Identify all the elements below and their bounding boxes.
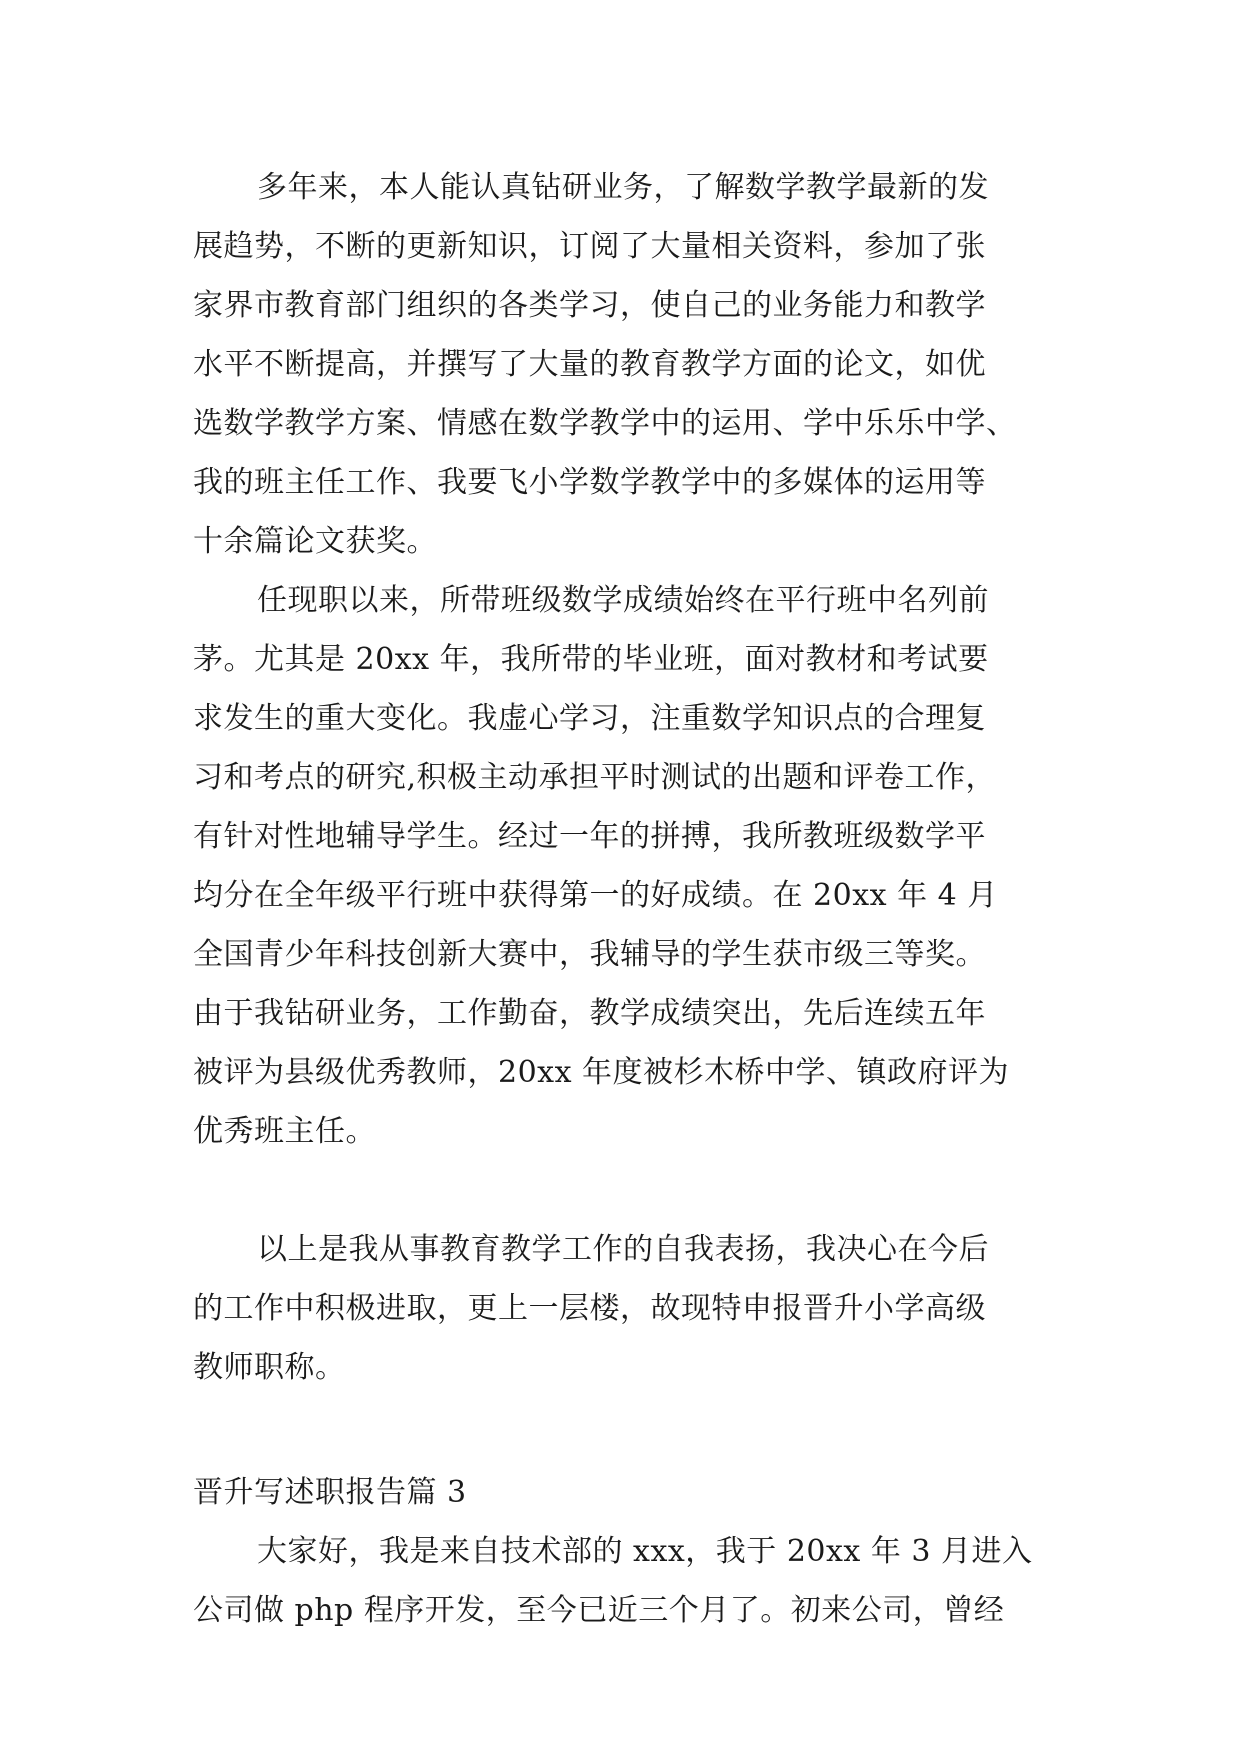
- paragraph-line: 十余篇论文获奖。: [193, 524, 437, 559]
- paragraph: [193, 571, 1073, 1220]
- paragraph-line: 任现职以来，所带班级数学成绩始终在平行班中名列前: [257, 583, 989, 618]
- paragraph: [193, 1522, 1073, 1640]
- paragraph-line: [193, 1161, 1073, 1220]
- section-heading: 晋升写述职报告篇 3: [193, 1475, 467, 1510]
- paragraph-line: 家界市教育部门组织的各类学习，使自己的业务能力和教学: [193, 288, 986, 323]
- paragraph-line: 展趋势，不断的更新知识，订阅了大量相关资料，参加了张: [193, 229, 986, 264]
- paragraph-line: 教师职称。: [193, 1350, 346, 1385]
- paragraph-line: 茅。尤其是 20xx 年，我所带的毕业班，面对教材和考试要: [193, 642, 989, 677]
- paragraph-line: 多年来，本人能认真钻研业务，了解数学教学最新的发: [257, 170, 989, 205]
- paragraph-line: 以上是我从事教育教学工作的自我表扬，我决心在今后: [257, 1232, 989, 1267]
- paragraph-line: 有针对性地辅导学生。经过一年的拼搏，我所教班级数学平: [193, 819, 986, 854]
- paragraph-line: 均分在全年级平行班中获得第一的好成绩。在 20xx 年 4 月: [193, 878, 998, 913]
- paragraph-line: 选数学教学方案、情感在数学教学中的运用、学中乐乐中学、: [193, 406, 1017, 441]
- paragraph-line: 水平不断提高，并撰写了大量的教育教学方面的论文，如优: [193, 347, 986, 382]
- paragraph-line: 的工作中积极进取，更上一层楼，故现特申报晋升小学高级: [193, 1291, 986, 1326]
- paragraph-line: 习和考点的研究,积极主动承担平时测试的出题和评卷工作，: [193, 760, 997, 795]
- paragraph-line: 大家好，我是来自技术部的 xxx，我于 20xx 年 3 月进入: [257, 1534, 1033, 1569]
- paragraph: [193, 158, 1073, 571]
- paragraph-line: 被评为县级优秀教师，20xx 年度被杉木桥中学、镇政府评为: [193, 1055, 1010, 1090]
- paragraph-line: 求发生的重大变化。我虚心学习，注重数学知识点的合理复: [193, 701, 986, 736]
- paragraph-line: 优秀班主任。: [193, 1114, 376, 1149]
- paragraph-line: 由于我钻研业务，工作勤奋，教学成绩突出，先后连续五年: [193, 996, 986, 1031]
- section-spacer: [193, 1397, 1073, 1463]
- paragraph-line: 全国青少年科技创新大赛中，我辅导的学生获市级三等奖。: [193, 937, 986, 972]
- paragraph: [193, 1220, 1073, 1397]
- document-body: [193, 158, 1073, 1640]
- paragraph-line: 公司做 php 程序开发，至今已近三个月了。初来公司，曾经: [193, 1593, 1005, 1628]
- paragraph-line: 我的班主任工作、我要飞小学数学教学中的多媒体的运用等: [193, 465, 986, 500]
